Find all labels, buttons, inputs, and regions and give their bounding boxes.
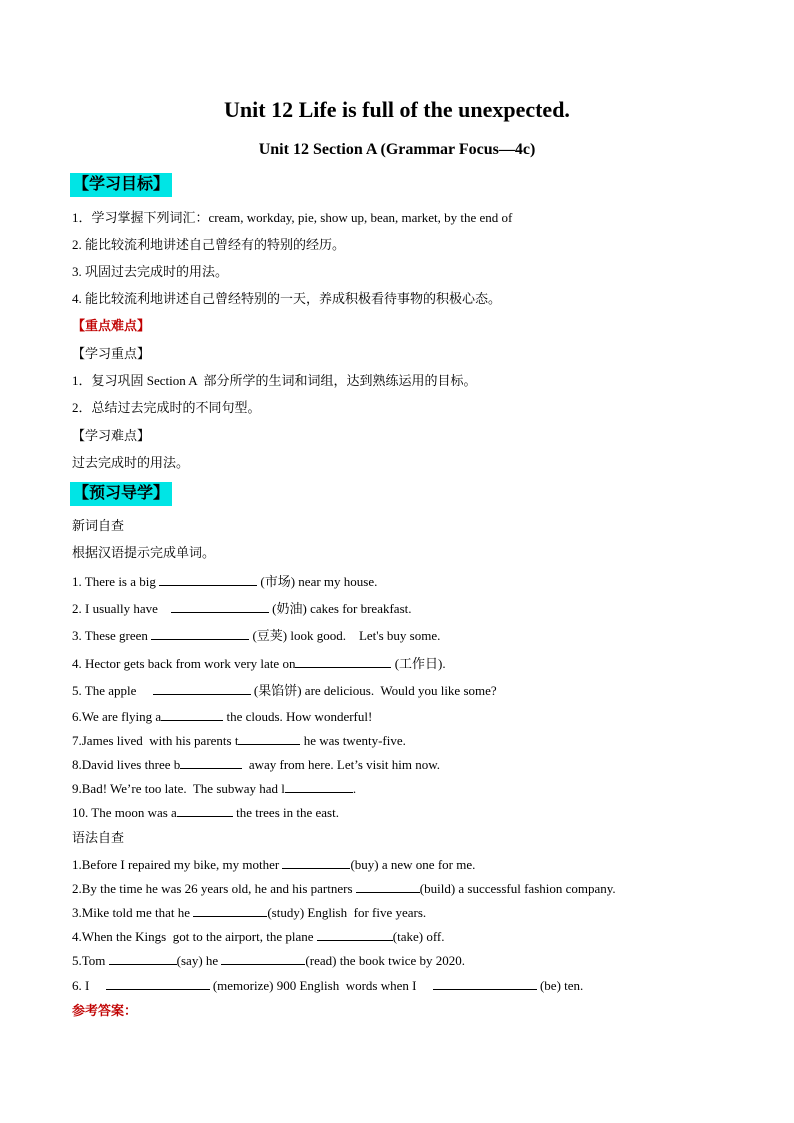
vocab-item: 8.David lives three b away from here. Let’s visit him now. <box>72 757 441 772</box>
answers-label: 参考答案： <box>72 1003 138 1018</box>
vocab-item: 7.James lived with his parents t he was twenty-five. <box>72 733 406 748</box>
vocab-heading: 新词自查 <box>72 518 125 533</box>
answer-blank[interactable] <box>356 880 420 893</box>
answer-blank[interactable] <box>177 804 233 817</box>
vocab-instruction: 根据汉语提示完成单词。 <box>72 545 216 560</box>
vocab-item: 6.We are flying a the clouds. How wonderful! <box>72 709 373 724</box>
grammar-item: 2.By the time he was 26 years old, he and his partners (build) a successful fashion company. <box>72 881 616 896</box>
objective-item: 3. 巩固过去完成时的用法。 <box>72 264 229 279</box>
focus-heading: 【学习重点】 <box>72 346 151 361</box>
vocab-item: 4. Hector gets back from work very late on (工作日). <box>72 656 446 671</box>
grammar-item: 4.When the Kings got to the airport, the plane (take) off. <box>72 929 445 944</box>
vocab-item: 3. These green (豆荚) look good. Let's buy some. <box>72 628 441 643</box>
answer-blank[interactable] <box>151 627 249 640</box>
grammar-item: 6. I (memorize) 900 English words when I (be) ten. <box>72 978 584 993</box>
page-title: Unit 12 Life is full of the unexpected. <box>224 97 570 122</box>
grammar-item: 5.Tom (say) he (read) the book twice by 2020. <box>72 953 465 968</box>
vocab-item: 9.Bad! We’re too late. The subway had l . <box>72 781 357 796</box>
objective-item: 1．学习掌握下列词汇：cream, workday, pie, show up, bean, market, by the end of <box>72 210 513 225</box>
grammar-item: 1.Before I repaired my bike, my mother (buy) a new one for me. <box>72 857 476 872</box>
answer-blank[interactable] <box>180 756 242 769</box>
page-subtitle: Unit 12 Section A (Grammar Focus—4c) <box>258 141 536 158</box>
answer-blank[interactable] <box>433 977 537 990</box>
answer-blank[interactable] <box>106 977 210 990</box>
grammar-heading: 语法自查 <box>72 830 125 845</box>
answer-blank[interactable] <box>159 573 257 586</box>
answer-blank[interactable] <box>238 732 300 745</box>
vocab-item: 5. The apple (果馅饼) are delicious. Would you like some? <box>72 683 497 698</box>
answer-blank[interactable] <box>153 682 251 695</box>
focus-item: 2．总结过去完成时的不同句型。 <box>72 400 261 415</box>
focus-item: 1．复习巩固 Section A 部分所学的生词和词组，达到熟练运用的目标。 <box>72 373 477 388</box>
answer-blank[interactable] <box>109 952 177 965</box>
vocab-item: 10. The moon was a the trees in the east. <box>72 805 339 820</box>
objective-item: 2. 能比较流利地讲述自己曾经有的特别的经历。 <box>72 237 346 252</box>
answer-blank[interactable] <box>171 600 269 613</box>
answer-blank[interactable] <box>295 655 391 668</box>
answer-blank[interactable] <box>161 708 223 721</box>
difficulty-heading: 【学习难点】 <box>72 428 151 443</box>
vocab-item: 2. I usually have (奶油) cakes for breakfast. <box>72 601 412 616</box>
answer-blank[interactable] <box>317 928 393 941</box>
preview-heading: 【预习导学】 <box>70 482 172 506</box>
objective-item: 4. 能比较流利地讲述自己曾经特别的一天，养成积极看待事物的积极心态。 <box>72 291 502 306</box>
answer-blank[interactable] <box>193 904 267 917</box>
difficulty-text: 过去完成时的用法。 <box>72 455 190 470</box>
answer-blank[interactable] <box>221 952 305 965</box>
answer-blank[interactable] <box>282 856 350 869</box>
keypoints-heading: 【重点难点】 <box>72 318 151 333</box>
objectives-heading: 【学习目标】 <box>70 173 172 197</box>
grammar-item: 3.Mike told me that he (study) English for five years. <box>72 905 427 920</box>
vocab-item: 1. There is a big (市场) near my house. <box>72 574 378 589</box>
answer-blank[interactable] <box>285 780 353 793</box>
